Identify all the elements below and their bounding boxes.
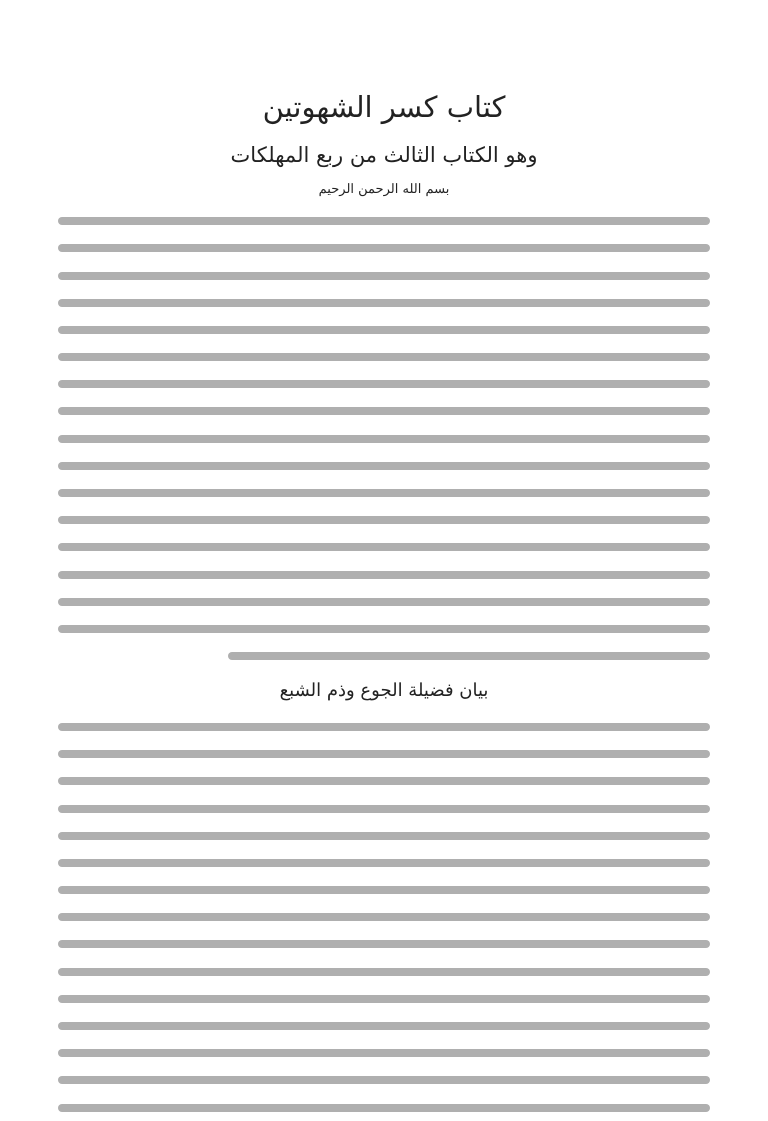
text-line-placeholder	[58, 859, 710, 867]
section-heading: بيان فضيلة الجوع وذم الشبع	[279, 679, 489, 701]
text-line	[58, 904, 710, 931]
text-line-placeholder	[58, 968, 710, 976]
text-line	[58, 235, 710, 262]
text-line-placeholder	[58, 217, 710, 225]
book-subtitle: وهو الكتاب الثالث من ربع المهلكات	[230, 142, 538, 167]
text-line	[58, 561, 710, 588]
text-line-placeholder	[58, 1049, 710, 1057]
text-line	[58, 588, 710, 615]
text-line	[58, 1012, 710, 1039]
text-line-placeholder	[58, 750, 710, 758]
text-line-placeholder	[58, 625, 710, 633]
text-line-placeholder	[58, 940, 710, 948]
text-line	[58, 507, 710, 534]
text-line	[58, 615, 710, 642]
text-line	[58, 1094, 710, 1121]
book-title: كتاب كسر الشهوتين	[262, 90, 506, 124]
intro-paragraph	[58, 208, 710, 670]
text-line	[58, 741, 710, 768]
basmala: بسم الله الرحمن الرحيم	[318, 181, 450, 197]
text-line	[58, 1040, 710, 1067]
text-line	[58, 479, 710, 506]
text-line-placeholder	[58, 353, 710, 361]
section-paragraph	[58, 713, 710, 1121]
text-line-placeholder	[58, 407, 710, 415]
text-line	[58, 822, 710, 849]
text-line	[58, 931, 710, 958]
text-line	[58, 316, 710, 343]
text-line	[58, 713, 710, 740]
text-line-placeholder	[58, 244, 710, 252]
text-line	[58, 795, 710, 822]
text-line-placeholder	[58, 380, 710, 388]
text-line	[58, 398, 710, 425]
text-line-placeholder	[58, 805, 710, 813]
text-line-placeholder	[58, 543, 710, 551]
text-line	[58, 768, 710, 795]
text-line-placeholder	[58, 326, 710, 334]
text-line-placeholder	[58, 435, 710, 443]
text-line-placeholder	[58, 272, 710, 280]
text-line	[58, 534, 710, 561]
text-line-placeholder	[228, 652, 710, 660]
text-line-placeholder	[58, 299, 710, 307]
text-line-placeholder	[58, 462, 710, 470]
text-line-placeholder	[58, 913, 710, 921]
text-line-placeholder	[58, 832, 710, 840]
text-line	[58, 344, 710, 371]
text-line-placeholder	[58, 723, 710, 731]
text-line-placeholder	[58, 886, 710, 894]
text-line-placeholder	[58, 995, 710, 1003]
text-line-placeholder	[58, 571, 710, 579]
text-line	[58, 985, 710, 1012]
text-line-placeholder	[58, 516, 710, 524]
text-line	[58, 876, 710, 903]
text-line	[58, 371, 710, 398]
text-line-placeholder	[58, 777, 710, 785]
text-line	[58, 452, 710, 479]
text-line-placeholder	[58, 489, 710, 497]
text-line	[58, 425, 710, 452]
text-line-placeholder	[58, 1076, 710, 1084]
text-line	[58, 208, 710, 235]
text-line	[58, 262, 710, 289]
text-line	[58, 289, 710, 316]
text-line-placeholder	[58, 1104, 710, 1112]
text-line	[58, 1067, 710, 1094]
text-line	[58, 643, 710, 670]
text-line	[58, 958, 710, 985]
text-line	[58, 849, 710, 876]
text-line-placeholder	[58, 1022, 710, 1030]
text-line-placeholder	[58, 598, 710, 606]
